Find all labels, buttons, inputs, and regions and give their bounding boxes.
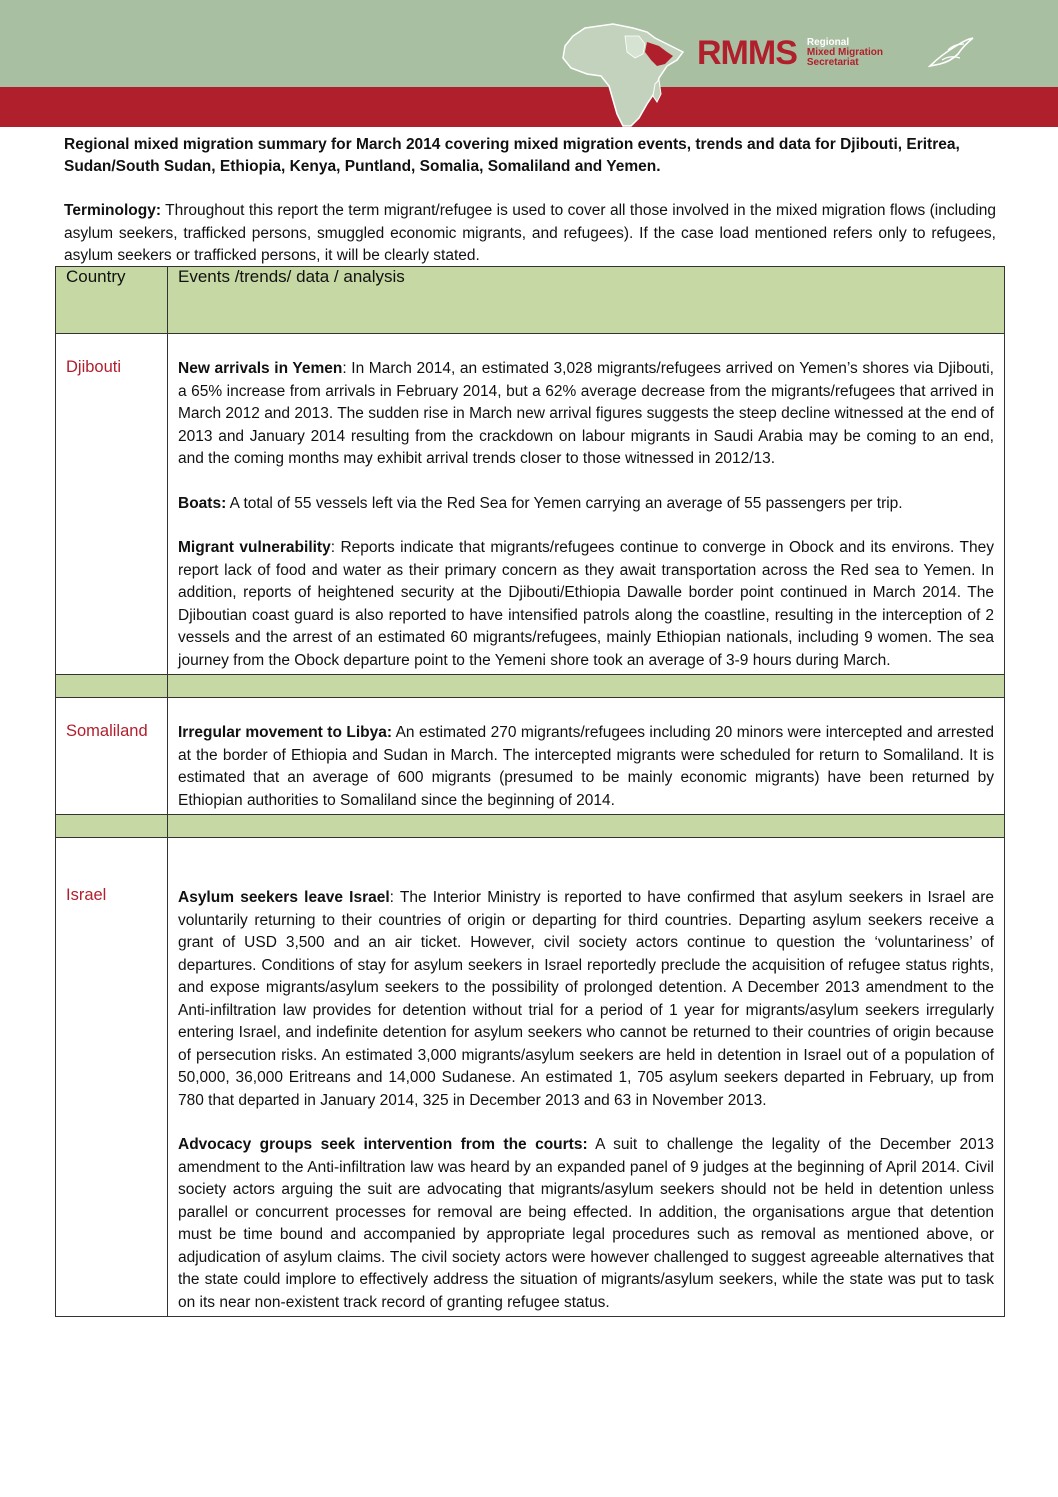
rmms-logo <box>697 33 883 73</box>
header-country: Country <box>56 267 168 334</box>
report-summary: Regional mixed migration summary for March 2014 covering mixed migration events, trends and data for Djibouti, Eritrea, Sudan/South Sudan, Ethiopia, Kenya, Puntland, Somalia, Somaliland and Yemen. <box>64 136 960 175</box>
paragraph <box>178 358 994 471</box>
separator-row <box>56 675 1005 698</box>
table-row-somaliland <box>56 698 1005 815</box>
separator-cell <box>168 675 1005 698</box>
logo-line-3: Secretariat <box>806 57 859 68</box>
separator-cell <box>56 815 168 838</box>
paragraph <box>178 722 994 812</box>
bird-logo-icon <box>928 36 974 70</box>
paragraph-text: : In March 2014, an estimated 3,028 migrants/refugees arrived on Yemen’s shores via Djibouti, a 65% increase from arrivals in February 2014, but a 62% average decrease from the migrants/refugees that arrived in March 2012 and 2013. The sudden rise in March new arrival figures suggests the steep decline witnessed at the end of 2013 and January 2014 resulting from the crackdown on labour migrants in Saudi Arabia may be coming to an end, and the coming months may exhibit arrival trends closer to those witnessed in 2012/13. <box>178 360 994 467</box>
events-djibouti <box>168 334 1005 675</box>
events-israel <box>168 838 1005 1317</box>
separator-cell <box>168 815 1005 838</box>
logo-line-1: Regional <box>806 37 850 48</box>
paragraph <box>178 887 994 1112</box>
table-row-djibouti <box>56 334 1005 675</box>
logo-subtitle <box>807 38 883 68</box>
paragraph <box>178 537 994 672</box>
country-somaliland: Somaliland <box>56 698 168 815</box>
paragraph-heading: Asylum seekers leave Israel <box>178 889 390 906</box>
table-header-row <box>56 267 1005 334</box>
paragraph-heading: Migrant vulnerability <box>178 539 331 556</box>
paragraph-text: : The Interior Ministry is reported to have confirmed that asylum seekers in Israel are voluntarily returning to their countries of origin or departing for third countries. Departing asylum seekers receive a grant of USD 3,500 and an air ticket. However, civil society actors continue to question the ‘voluntariness’ of departures. Conditions of stay for asylum seekers in Israel reportedly preclude the acquisition of refugee status rights, and expose migrants/asylum seekers to the possibility of prolonged detention. A December 2013 amendment to the Anti-infiltration law provides for detention without trial for a period of 1 year for migrants/asylum seekers irregularly entering Israel, and indefinite detention for asylum seekers who cannot be returned to their countries of origin because of persecution risks. An estimated 3,000 migrants/asylum seekers are held in detention in Israel out of a population of 50,000, 36,000 Eritreans and 14,000 Sudanese. An estimated 1, 705 asylum seekers departed in February, up from 780 that departed in January 2014, 325 in December 2013 and 63 in November 2013. <box>178 889 994 1109</box>
header-band-green <box>0 0 1058 87</box>
country-israel: Israel <box>56 838 168 1317</box>
paragraph-text: An estimated 270 migrants/refugees including 20 minors were intercepted and arrested at the border of Ethiopia and Sudan in March. The intercepted migrants were scheduled for return to Somaliland. It is estimated that an average of 600 migrants (presumed to be mainly economic migrants) have been returned by Ethiopian authorities to Somaliland since the beginning of 2014. <box>178 724 994 809</box>
terminology-note <box>64 200 996 268</box>
paragraph-heading: Boats: <box>178 494 227 512</box>
header-band-red <box>0 87 1058 127</box>
paragraph-heading: Irregular movement to Libya: <box>178 724 392 741</box>
header-events: Events /trends/ data / analysis <box>168 267 1005 334</box>
table-row-israel <box>56 838 1005 1317</box>
paragraph-text: : Reports indicate that migrants/refugees continue to converge in Obock and its environs. They report lack of food and water as their primary concern as they await transportation across the Red sea to Yemen. In addition, reports of heightened security at the Djibouti/Ethiopia Dawalle border point continued in March 2014. The Djiboutian coast guard is also reported to have intensified patrols along the coastline, resulting in the interception of 2 vessels and the arrest of an estimated 60 migrants/refugees, mainly Ethiopian nationals, including 9 women. The sea journey from the Obock departure point to the Yemeni shore took an average of 3-9 hours during March. <box>178 539 994 669</box>
separator-row <box>56 815 1005 838</box>
logo-line-2: Mixed Migration <box>806 47 884 58</box>
africa-map-icon <box>555 22 695 128</box>
separator-cell <box>56 675 168 698</box>
events-table <box>55 266 1005 1317</box>
paragraph-text: A total of 55 vessels left via the Red Sea for Yemen carrying an average of 55 passengers per trip. <box>226 494 903 512</box>
events-somaliland <box>168 698 1005 815</box>
terminology-label: Terminology: <box>64 202 162 219</box>
terminology-text: Throughout this report the term migrant/refugee is used to cover all those involved in the mixed migration flows (including asylum seekers, trafficked persons, smuggled economic migrants, and refugees). If the case load mentioned refers only to refugees, asylum seekers or trafficked persons, it will be clearly stated. <box>64 202 996 264</box>
paragraph <box>178 493 994 516</box>
country-djibouti: Djibouti <box>56 334 168 675</box>
paragraph-text: A suit to challenge the legality of the December 2013 amendment to the Anti-infiltration law was heard by an expanded panel of 9 judges at the beginning of April 2014. Civil society actors arguing the suit are advocating that migrants/asylum seekers should not be held in detention unless parallel or concurrent processes for removal are being effected. In addition, the organisations argue that detention must be time bound and accompanied by appropriate legal procedures such as removal as mentioned above, or adjudication of asylum claims. The civil society actors were however challenged to suggest agreeable alternatives that the state could implore to effectively address the situation of migrants/asylum seekers, while the state was put to task on its near non-existent track record of granting refugee status. <box>178 1136 994 1311</box>
paragraph-heading: Advocacy groups seek intervention from the courts: <box>178 1136 588 1153</box>
paragraph-heading: New arrivals in Yemen <box>178 360 343 377</box>
paragraph <box>178 1134 994 1314</box>
logo-rmms-text: RMMS <box>697 33 797 72</box>
